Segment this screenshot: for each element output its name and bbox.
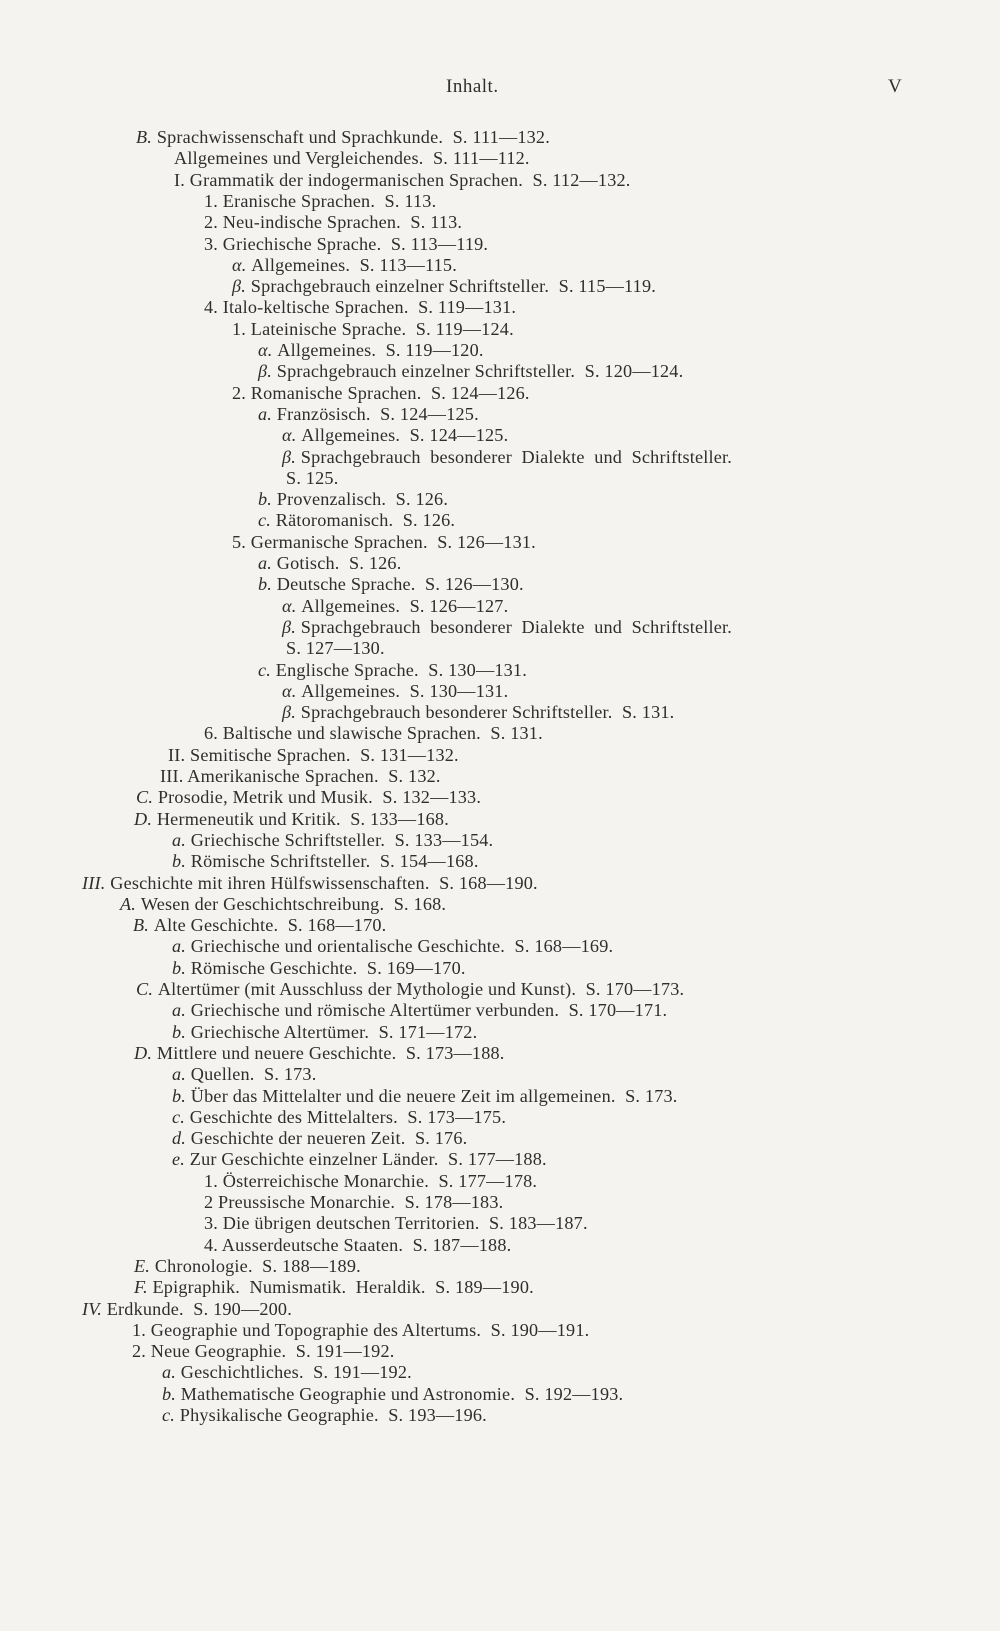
toc-entry — [162, 1405, 487, 1426]
toc-entry — [232, 532, 536, 553]
toc-entry — [258, 404, 479, 425]
toc-entry-text: Germanische Sprachen. S. 126—131. — [250, 531, 536, 552]
toc-entry — [174, 170, 631, 191]
toc-entry-text: Chronologie. S. 188—189. — [154, 1255, 361, 1276]
toc-entry-text: Römische Geschichte. S. 169—170. — [190, 957, 466, 978]
toc-entry-marker: II. — [168, 744, 191, 765]
toc-entry-marker: 3. — [204, 233, 223, 254]
toc-entry-marker: c. — [162, 1405, 180, 1425]
toc-entry — [172, 830, 493, 851]
toc-entry-marker: a. — [172, 1064, 191, 1085]
toc-entry — [204, 191, 436, 212]
toc-entry — [282, 425, 508, 446]
toc-entry — [120, 894, 446, 915]
toc-entry-text: Allgemeines. S. 130—131. — [301, 680, 509, 701]
toc-entry — [282, 447, 732, 468]
toc-entry — [204, 723, 543, 744]
toc-entry-text: S. 127—130. — [286, 638, 385, 659]
toc-entry — [172, 1022, 477, 1043]
toc-entry — [232, 319, 514, 340]
toc-entry-text: Quellen. S. 173. — [190, 1064, 317, 1085]
toc-entry-text: Griechische Schriftsteller. S. 133—154. — [190, 829, 494, 850]
toc-entry — [258, 574, 524, 595]
toc-entry — [172, 1064, 316, 1085]
toc-entry-text: Epigraphik. Numismatik. Heraldik. S. 189—190. — [152, 1277, 534, 1298]
toc-entry-text: Allgemeines. S. 119—120. — [277, 340, 484, 360]
toc-entry — [204, 212, 462, 233]
toc-entry-text: Italo-keltische Sprachen. S. 119—131. — [222, 297, 517, 318]
toc-entry-marker: 3. — [204, 1213, 223, 1234]
toc-entry — [232, 276, 656, 297]
toc-entry — [132, 1320, 589, 1341]
toc-entry-text: Sprachwissenschaft und Sprachkunde. S. 111—132. — [156, 127, 550, 147]
toc-entry-text: Griechische Sprache. S. 113—119. — [222, 233, 489, 254]
toc-entry-marker: III. — [82, 872, 111, 893]
toc-entry-text: Altertümer (mit Ausschluss der Mythologie und Kunst). S. 170—173. — [157, 979, 685, 999]
toc-entry-marker: 2 — [204, 1192, 219, 1212]
toc-entry-text: Zur Geschichte einzelner Länder. S. 177—188. — [189, 1149, 547, 1170]
toc-entry-text: Amerikanische Sprachen. S. 132. — [187, 766, 441, 786]
toc-entry-marker: 6. — [204, 723, 223, 744]
toc-entry-text: Sprachgebrauch einzelner Schriftsteller. S. 120—124. — [276, 361, 684, 382]
toc-entry — [172, 1000, 667, 1021]
toc-entry — [134, 1256, 361, 1277]
toc-entry-marker: d. — [172, 1128, 191, 1149]
toc-entry-marker: 1. — [204, 1170, 223, 1191]
toc-entry-text: Hermeneutik und Kritik. S. 133—168. — [156, 808, 449, 829]
toc-entry — [204, 234, 488, 255]
toc-entry-marker: α. — [232, 254, 252, 275]
toc-entry-text: Sprachgebrauch besonderer Schriftsteller. S. 131. — [300, 702, 675, 723]
toc-entry-text: Deutsche Sprache. S. 126—130. — [276, 574, 524, 595]
toc-entry — [134, 1277, 534, 1298]
toc-entry-text: Rätoromanisch. S. 126. — [275, 510, 456, 531]
toc-entry — [162, 1362, 412, 1383]
toc-entry-marker: b. — [172, 1085, 191, 1106]
toc-entry-text: Eranische Sprachen. S. 113. — [222, 190, 437, 211]
toc-entry-text: Die übrigen deutschen Territorien. S. 183—187. — [222, 1213, 588, 1234]
toc-entry-marker: A. — [120, 893, 141, 914]
toc-entry-text: Prosodie, Metrik und Musik. S. 132—133. — [157, 787, 482, 808]
toc-entry-marker: β. — [258, 361, 277, 382]
toc-entry-marker: b. — [172, 851, 191, 872]
toc-entry — [282, 702, 674, 723]
toc-entry-text: Allgemeines und Vergleichendes. S. 111—112. — [174, 148, 530, 169]
toc-entry-text: Erdkunde. S. 190—200. — [106, 1298, 292, 1319]
toc-entry-text: Neue Geographie. S. 191—192. — [150, 1341, 395, 1362]
toc-entry-marker: a. — [258, 403, 277, 424]
toc-entry-marker: III. — [160, 766, 188, 786]
toc-entry-text: Romanische Sprachen. S. 124—126. — [250, 382, 530, 403]
toc-entry — [172, 1149, 547, 1170]
toc-entry-marker: β. — [232, 276, 251, 297]
toc-entry — [282, 681, 508, 702]
toc-entry — [258, 340, 484, 361]
toc-entry-text: Römische Schriftsteller. S. 154—168. — [190, 851, 479, 872]
page-number: V — [888, 76, 903, 97]
toc-entry-marker: α. — [282, 595, 302, 616]
toc-entry — [132, 1341, 395, 1362]
toc-entry-marker: c. — [258, 510, 276, 531]
toc-entry-marker: I. — [174, 169, 190, 190]
toc-entry — [282, 596, 508, 617]
toc-entry-text: Österreichische Monarchie. S. 177—178. — [222, 1170, 538, 1191]
toc-entry-marker: 2. — [232, 382, 251, 403]
toc-entry — [136, 979, 684, 1000]
toc-entry — [133, 915, 386, 936]
toc-entry-marker: b. — [258, 574, 277, 595]
page-title: Inhalt. — [446, 76, 499, 97]
toc-entry-text: Semitische Sprachen. S. 131—132. — [190, 744, 459, 765]
toc-entry — [258, 510, 455, 531]
toc-entry-text: Ausserdeutsche Staaten. S. 187—188. — [221, 1234, 512, 1255]
page-header — [0, 76, 1000, 106]
toc-entry-marker: B. — [133, 915, 154, 936]
toc-entry-text: Sprachgebrauch besonderer Dialekte und Schriftsteller. — [300, 616, 733, 637]
toc-entry — [82, 873, 538, 894]
toc-entry — [204, 1213, 588, 1234]
toc-entry-marker: α. — [258, 340, 278, 360]
toc-entry-text: Allgemeines. S. 126—127. — [301, 595, 509, 616]
toc-entry-text: Allgemeines. S. 124—125. — [301, 425, 509, 446]
toc-entry-marker: B. — [136, 127, 157, 147]
toc-entry — [168, 745, 459, 766]
toc-entry-text: S. 125. — [286, 467, 339, 488]
toc-entry-text: Physikalische Geographie. S. 193—196. — [179, 1405, 487, 1425]
toc-entry-marker: b. — [258, 489, 277, 510]
toc-entry — [172, 1107, 506, 1128]
toc-entry — [134, 1043, 505, 1064]
toc-entry-marker: 2. — [204, 212, 223, 233]
toc-entry — [136, 127, 550, 148]
toc-entry — [172, 1086, 678, 1107]
toc-entry — [232, 383, 530, 404]
toc-entry — [258, 553, 401, 574]
toc-entry-text: Wesen der Geschichtschreibung. S. 168. — [140, 893, 447, 914]
toc-entry-text: Sprachgebrauch besonderer Dialekte und Schriftsteller. — [300, 446, 733, 467]
toc-entry-marker: β. — [282, 702, 301, 723]
toc-entry-text: Geschichtliches. S. 191—192. — [180, 1362, 412, 1383]
toc-entry — [286, 468, 338, 489]
toc-entry-text: Griechische und römische Altertümer verbunden. S. 170—171. — [190, 1000, 668, 1021]
toc-entry-text: Provenzalisch. S. 126. — [276, 489, 449, 510]
toc-entry-marker: 2. — [132, 1341, 151, 1362]
toc-entry-marker: b. — [172, 957, 191, 978]
toc-entry-marker: α. — [282, 425, 302, 446]
toc-entry — [134, 809, 449, 830]
toc-entry — [172, 936, 613, 957]
toc-entry-text: Grammatik der indogermanischen Sprachen. S. 112—132. — [189, 169, 631, 190]
toc-entry-marker: e. — [172, 1149, 190, 1170]
toc-entry-text: Gotisch. S. 126. — [276, 553, 402, 573]
toc-entry-marker: 4. — [204, 297, 223, 318]
toc-entry-marker: D. — [134, 1042, 157, 1063]
toc-entry — [162, 1384, 623, 1405]
toc-entry-text: Mittlere und neuere Geschichte. S. 173—188. — [156, 1042, 505, 1063]
toc-entry-marker: E. — [134, 1255, 155, 1276]
toc-entry-text: Griechische Altertümer. S. 171—172. — [190, 1021, 478, 1042]
toc-entry — [82, 1299, 292, 1320]
toc-entry-text: Englische Sprache. S. 130—131. — [275, 659, 527, 680]
toc-entry-text: Griechische und orientalische Geschichte. S. 168—169. — [190, 936, 614, 957]
toc-entry-marker: IV. — [82, 1298, 107, 1319]
toc-entry — [136, 787, 481, 808]
toc-entry-text: Über das Mittelalter und die neuere Zeit im allgemeinen. S. 173. — [190, 1085, 678, 1106]
toc-entry — [204, 1171, 537, 1192]
toc-entry — [232, 255, 457, 276]
toc-entry-marker: C. — [136, 979, 158, 999]
toc-entry-text: Alte Geschichte. S. 168—170. — [153, 915, 387, 936]
toc-entry-text: Baltische und slawische Sprachen. S. 131. — [222, 723, 543, 744]
toc-entry-marker: 5. — [232, 531, 251, 552]
toc-entry-text: Geographie und Topographie des Altertums. S. 190—191. — [150, 1319, 590, 1340]
toc-entry-text: Französisch. S. 124—125. — [276, 403, 479, 424]
toc-entry-marker: 1. — [232, 318, 251, 339]
toc-entry-text: Geschichte mit ihren Hülfswissenschaften. S. 168—190. — [110, 872, 538, 893]
toc-entry-text: Neu-indische Sprachen. S. 113. — [222, 212, 463, 233]
toc-entry — [172, 1128, 467, 1149]
toc-entry — [172, 958, 466, 979]
toc-entry-marker: D. — [134, 808, 157, 829]
toc-entry-marker: a. — [172, 936, 191, 957]
toc-entry-marker: a. — [258, 553, 277, 573]
toc-entry-marker: β. — [282, 446, 301, 467]
toc-entry-marker: b. — [172, 1021, 191, 1042]
toc-entry — [286, 638, 385, 659]
toc-entry-text: Sprachgebrauch einzelner Schriftsteller. S. 115—119. — [250, 276, 656, 297]
toc-entry — [160, 766, 441, 787]
toc-entry — [204, 1235, 511, 1256]
toc-entry — [282, 617, 732, 638]
toc-entry — [258, 489, 448, 510]
toc-entry-marker: F. — [134, 1277, 153, 1298]
toc-entry — [204, 297, 516, 318]
toc-entry — [174, 148, 530, 169]
toc-entry — [258, 361, 683, 382]
toc-entry-marker: α. — [282, 680, 302, 701]
toc-entry — [258, 660, 527, 681]
toc-entry-marker: c. — [172, 1106, 190, 1127]
toc-entry-marker: b. — [162, 1383, 181, 1404]
toc-entry — [172, 851, 479, 872]
toc-entry — [204, 1192, 503, 1213]
toc-entry-text: Mathematische Geographie und Astronomie. S. 192—193. — [180, 1383, 624, 1404]
toc-entry-marker: a. — [172, 829, 191, 850]
toc-entry-text: Geschichte des Mittelalters. S. 173—175. — [189, 1106, 507, 1127]
toc-entry-text: Geschichte der neueren Zeit. S. 176. — [190, 1128, 468, 1149]
toc-entry-text: Lateinische Sprache. S. 119—124. — [250, 318, 514, 339]
toc-entry-marker: C. — [136, 787, 158, 808]
toc-entry-marker: c. — [258, 659, 276, 680]
toc-entry-marker: 4. — [204, 1234, 222, 1255]
toc-entry-marker: 1. — [132, 1319, 151, 1340]
toc-entry-text: Preussische Monarchie. S. 178—183. — [218, 1192, 504, 1212]
toc-entry-marker: 1. — [204, 190, 223, 211]
toc-entry-text: Allgemeines. S. 113—115. — [251, 254, 457, 275]
toc-entry-marker: β. — [282, 616, 301, 637]
toc-entry-marker: a. — [162, 1362, 181, 1383]
toc-entry-marker: a. — [172, 1000, 191, 1021]
